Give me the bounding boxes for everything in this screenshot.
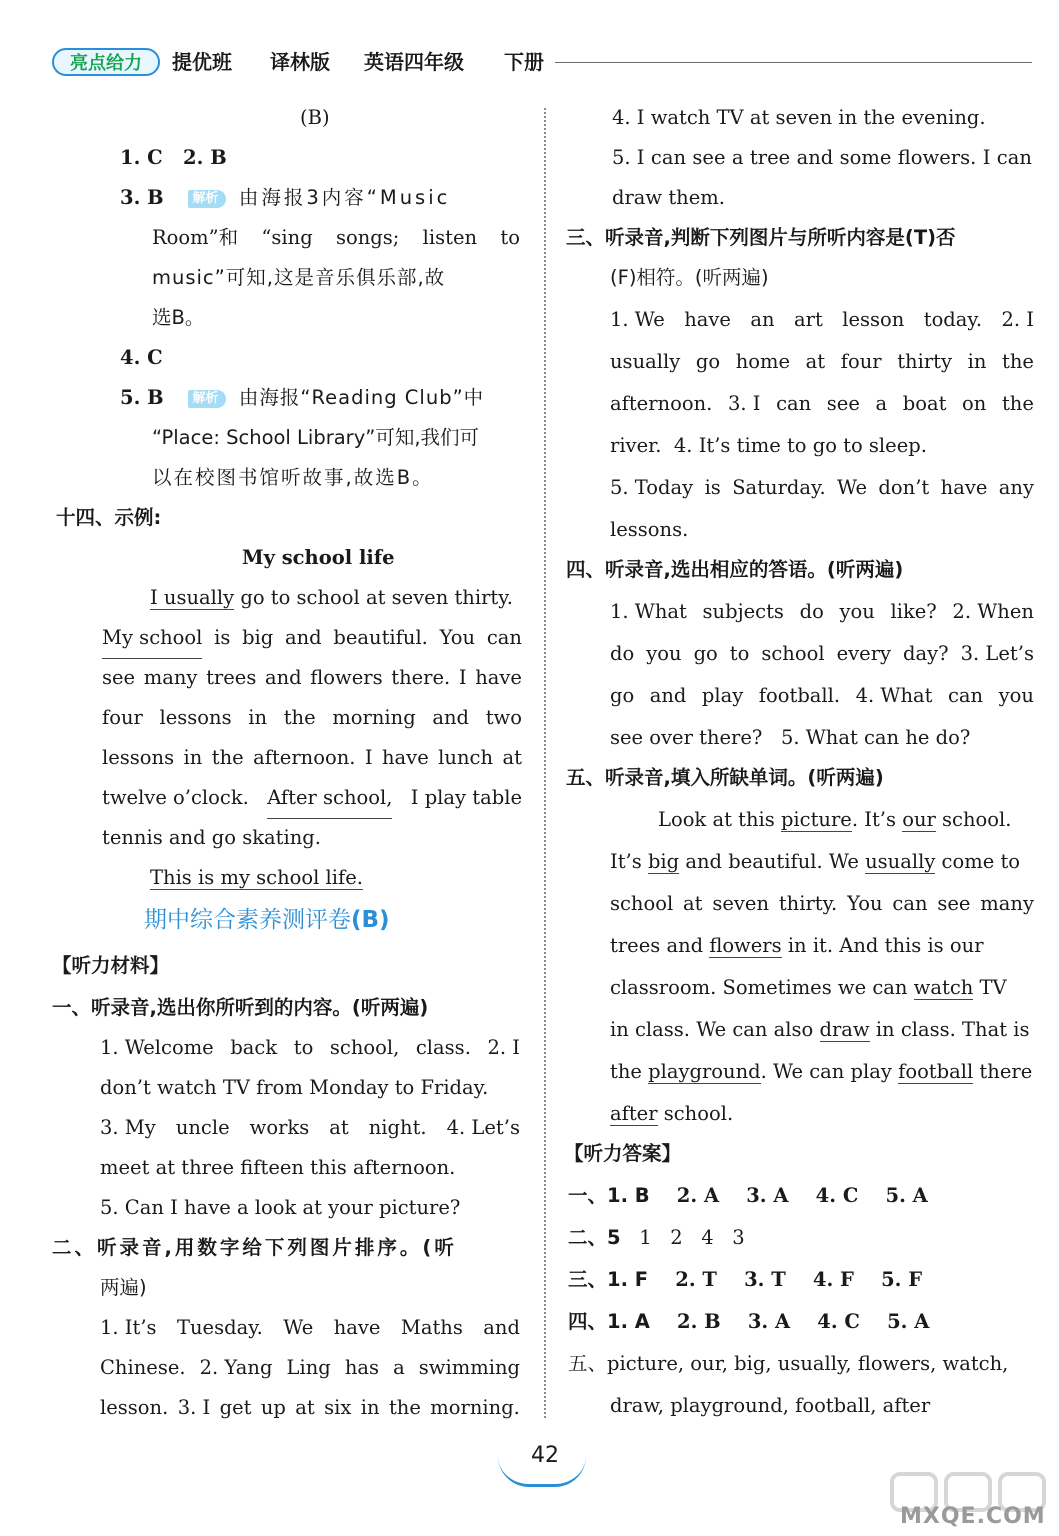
word: morning.	[430, 1396, 520, 1419]
word: in	[967, 350, 987, 373]
part-3-title-2: (F)相符。(听两遍)	[610, 266, 769, 289]
header-brand-text: 提优班	[172, 50, 232, 74]
word: in	[360, 1396, 380, 1419]
answer-key-item: 4. F	[812, 1268, 854, 1291]
word: at	[805, 350, 826, 373]
word: in	[248, 706, 268, 729]
word: 5. Today	[610, 476, 694, 499]
word: the	[1002, 350, 1034, 373]
essay-line-4	[102, 698, 522, 738]
blank-answer: football	[898, 1060, 974, 1083]
word: many	[143, 666, 198, 689]
word: and	[649, 684, 687, 707]
answer-5: 5. B	[120, 386, 164, 409]
word: tree	[749, 146, 791, 169]
blank-answer: watch	[913, 976, 974, 999]
header-subject: 英语四年级	[364, 50, 464, 74]
word: many	[980, 892, 1034, 915]
underlined-phrase: I usually	[150, 586, 235, 609]
answer-key-item: 3. T	[744, 1268, 786, 1291]
word: two	[485, 706, 522, 729]
page-header	[52, 44, 1032, 78]
word: can	[996, 146, 1032, 169]
word: can	[892, 892, 928, 915]
header-volume: 下册	[504, 50, 544, 74]
part-4-title: 四、听录音,选出相应的答语。(听两遍)	[566, 558, 904, 581]
part-1-line-1	[100, 1028, 520, 1068]
part-5-line-5	[610, 968, 1007, 1008]
part-1-line-2: don’t watch TV from Monday to Friday.	[100, 1076, 489, 1099]
word: and	[432, 706, 470, 729]
word: 2. I	[487, 1036, 520, 1059]
answer-key-item: 3. A	[747, 1310, 791, 1333]
word: is	[704, 476, 721, 499]
blank-answer: picture	[780, 808, 852, 831]
part-3-line-3	[610, 384, 1034, 424]
passage-text: the	[610, 1060, 649, 1083]
word: afternoon.	[610, 392, 713, 415]
part-5-line-8	[610, 1094, 733, 1134]
word: can	[650, 146, 687, 169]
word: go	[693, 642, 718, 665]
passage-text: Look at this	[658, 808, 781, 831]
answer-key-item: 1	[639, 1226, 652, 1249]
word: big	[242, 626, 274, 649]
passage-text: and beautiful. We	[679, 850, 866, 873]
word: at	[683, 892, 703, 915]
analysis-tag: 解析	[188, 190, 226, 208]
word: 3. Let’s	[960, 642, 1034, 665]
part-5-line-2	[610, 842, 1020, 882]
header-brand	[172, 48, 232, 76]
word: six	[324, 1396, 352, 1419]
answer-3-line-2	[152, 218, 520, 258]
word: you	[839, 600, 875, 623]
essay-line-8	[150, 858, 363, 898]
answer-key-item: 2. A	[676, 1184, 720, 1207]
word: “sing	[261, 226, 313, 249]
answer-key-item: 3. A	[746, 1184, 789, 1207]
word: You	[847, 892, 883, 915]
word: an	[750, 308, 775, 331]
passage-text: trees and	[610, 934, 710, 957]
word: the	[388, 1396, 421, 1419]
part-5-line-1	[658, 800, 1011, 840]
essay-line-2	[102, 618, 522, 659]
word: afternoon.	[253, 746, 356, 769]
answer-key-1	[568, 1176, 928, 1216]
answer-key-item: 2. B	[677, 1310, 721, 1333]
header-rule	[555, 62, 1032, 63]
word: has	[344, 1356, 380, 1379]
word: to	[293, 1036, 314, 1059]
word: school	[761, 642, 825, 665]
part-4-line-1	[610, 592, 1034, 632]
word: usually	[610, 350, 681, 373]
word: do	[799, 600, 824, 623]
answer-key-item: 5. A	[885, 1184, 928, 1207]
answer-4: 4. C	[120, 346, 163, 369]
part-3-line-2	[610, 342, 1034, 382]
midterm-title-b: (B)	[351, 907, 390, 933]
header-edition: 译林版	[270, 50, 330, 74]
essay-title: My school life	[242, 546, 395, 569]
essay-text: I play table	[410, 786, 522, 809]
part-2-line-5	[612, 138, 1032, 178]
blank-answer: after	[610, 1102, 658, 1125]
essay-text: go to school at seven thirty.	[234, 586, 513, 609]
word: night.	[368, 1116, 427, 1139]
part-5-line-7	[610, 1052, 1032, 1092]
word: have	[382, 746, 429, 769]
answer-key-5-line-2: draw, playground, football, after	[610, 1394, 931, 1417]
part-3-title: 三、听录音,判断下列图片与所听内容是(T)否	[566, 226, 956, 249]
word: get	[219, 1396, 252, 1419]
word: 4. Let’s	[446, 1116, 520, 1139]
word: you	[646, 642, 682, 665]
answer-key-item: 4. C	[817, 1310, 860, 1333]
blank-answer: draw	[819, 1018, 870, 1041]
answer-3-text-1: 由海报3内容“Music	[238, 186, 451, 209]
word: and	[264, 666, 302, 689]
word: every	[836, 642, 892, 665]
answer-key-item: 4	[701, 1226, 714, 1249]
answer-row-1-2	[120, 138, 240, 178]
word: 1. What	[610, 600, 687, 623]
passage-text: in class. We can also	[610, 1018, 820, 1041]
answer-3-line-4: 选B。	[152, 306, 205, 329]
word: today.	[923, 308, 983, 331]
word: lesson	[842, 308, 905, 331]
part-4-line-3	[610, 676, 1034, 716]
essay-line-5	[102, 738, 522, 778]
word: can	[947, 684, 984, 707]
word: Chinese.	[100, 1356, 186, 1379]
word: seven	[712, 892, 770, 915]
word: four	[102, 706, 143, 729]
answer-5-line-3: 以在校图书馆听故事,故选B。	[152, 466, 434, 489]
word: see	[692, 146, 726, 169]
part-2-line-2	[100, 1348, 520, 1388]
section-14-title: 十四、示例:	[56, 506, 162, 529]
essay-line-7: tennis and go skating.	[102, 826, 321, 849]
header-badge: 亮点给力	[52, 48, 160, 76]
part-2-line-3	[100, 1388, 520, 1428]
answer-key-item: 四、1. A	[568, 1310, 650, 1333]
word: school	[610, 892, 674, 915]
word: 2. Yang	[199, 1356, 273, 1379]
word: and	[796, 146, 834, 169]
word: Saturday.	[732, 476, 826, 499]
word: some	[839, 146, 892, 169]
answer-key-2	[568, 1218, 745, 1258]
part-1-line-5: 5. Can I have a look at your picture?	[100, 1196, 461, 1219]
answer-3: 3. B	[120, 186, 164, 209]
word: and	[285, 626, 322, 649]
word: flowers.	[897, 146, 977, 169]
word: do	[610, 642, 635, 665]
word: You	[439, 626, 476, 649]
part-1-line-4: meet at three fifteen this afternoon.	[100, 1156, 456, 1179]
word: at	[295, 1396, 315, 1419]
essay-line-1	[150, 578, 513, 618]
word: four	[840, 350, 882, 373]
word: morning	[332, 706, 416, 729]
word: 3. I	[177, 1396, 211, 1419]
word: go	[610, 684, 635, 707]
underlined-phrase: This is my school life.	[150, 866, 363, 889]
word: to	[500, 226, 520, 249]
part-3-line-1	[610, 300, 1034, 340]
word: see	[102, 666, 136, 689]
word: have	[475, 666, 522, 689]
word: We	[283, 1316, 314, 1339]
answer-5-line-1	[120, 378, 484, 418]
word: Ling	[286, 1356, 331, 1379]
word: like?	[890, 600, 937, 623]
answer-key-5-line-1: 五、picture, our, big, usually, flowers, watch,	[568, 1352, 1009, 1375]
word: have	[684, 308, 731, 331]
essay-line-3	[102, 658, 522, 698]
word: the	[1001, 392, 1034, 415]
answer-2: 2. B	[183, 146, 227, 169]
word: 1. We	[610, 308, 665, 331]
word: lunch	[438, 746, 494, 769]
page-number: 42	[531, 1443, 559, 1468]
part-4-line-4: see over there? 5. What can he do?	[610, 726, 971, 749]
part-2-line-1	[100, 1308, 520, 1348]
word: boat	[902, 392, 947, 415]
midterm-title	[144, 900, 390, 941]
listening-material-title: 【听力材料】	[52, 954, 170, 977]
part-5-line-4	[610, 926, 984, 966]
passage-text: TV	[973, 976, 1007, 999]
part-2-title: 二、听录音,用数字给下列图片排序。(听	[52, 1236, 457, 1259]
word: songs;	[335, 226, 400, 249]
answer-3-line-1	[120, 178, 520, 218]
answers-title: 【听力答案】	[564, 1142, 682, 1165]
passage-text: school.	[657, 1102, 734, 1125]
word: 3. My	[100, 1116, 156, 1139]
word: thirty.	[778, 892, 838, 915]
answer-1: 1. C	[120, 146, 163, 169]
word: to	[729, 642, 750, 665]
word: any	[998, 476, 1034, 499]
part-5-line-6	[610, 1010, 1029, 1050]
analysis-tag: 解析	[188, 390, 226, 408]
midterm-title-text: 期中综合素养测评卷	[144, 907, 351, 933]
passage-text: school.	[935, 808, 1012, 831]
answer-key-3	[568, 1260, 922, 1300]
passage-text: in it. And this is our	[781, 934, 984, 957]
word: 2. When	[952, 600, 1034, 623]
answer-key-item: 5. A	[887, 1310, 930, 1333]
word: subjects	[702, 600, 784, 623]
section-b-title: (B)	[300, 106, 330, 129]
word: see	[826, 392, 860, 415]
answer-key-item: 5. F	[881, 1268, 923, 1291]
word: day?	[903, 642, 949, 665]
word: works	[249, 1116, 310, 1139]
word: I	[364, 746, 373, 769]
watermark-text: MXQE.COM	[900, 1504, 1046, 1529]
word: can	[776, 392, 812, 415]
answer-key-item: 2	[670, 1226, 683, 1249]
answer-3-line-3: music”可知,这是音乐俱乐部,故	[152, 266, 446, 289]
word: thirty	[897, 350, 952, 373]
blank-answer: playground	[648, 1060, 761, 1083]
word: have	[940, 476, 988, 499]
word: I	[458, 666, 467, 689]
word: Maths	[400, 1316, 463, 1339]
word: go	[695, 350, 721, 373]
part-5-line-3	[610, 884, 1034, 924]
passage-text: come to	[935, 850, 1021, 873]
word: 4. What	[855, 684, 933, 707]
word: school,	[329, 1036, 400, 1059]
word: 5. I	[612, 146, 645, 169]
answer-key-item: 三、1. F	[568, 1268, 649, 1291]
passage-text: in class. That is	[869, 1018, 1030, 1041]
underlined-phrase: My school	[102, 618, 202, 659]
word: there.	[391, 666, 451, 689]
passage-text: . It’s	[851, 808, 903, 831]
passage-text: there	[973, 1060, 1033, 1083]
part-2-line-4: 4. I watch TV at seven in the evening.	[612, 106, 986, 129]
word: football.	[758, 684, 841, 707]
word: home	[735, 350, 791, 373]
word: We	[837, 476, 868, 499]
word: 2. I	[1001, 308, 1034, 331]
answer-key-item: 二、5	[568, 1226, 621, 1249]
blank-answer: usually	[865, 850, 936, 873]
part-3-line-5	[610, 468, 1034, 508]
answer-key-item: 4. C	[815, 1184, 859, 1207]
word: 3. I	[727, 392, 761, 415]
word: can	[486, 626, 522, 649]
word: 1. Welcome	[100, 1036, 214, 1059]
answer-key-item: 2. T	[675, 1268, 717, 1291]
word: uncle	[175, 1116, 230, 1139]
column-divider	[544, 108, 546, 1418]
word: trees	[206, 666, 257, 689]
passage-text: It’s	[610, 850, 648, 873]
word: Tuesday.	[176, 1316, 263, 1339]
word: the	[211, 746, 244, 769]
word: flowers	[310, 666, 383, 689]
word: Room”和	[152, 226, 239, 249]
word: play	[701, 684, 744, 707]
word: and	[483, 1316, 520, 1339]
word: I	[982, 146, 991, 169]
word: a	[731, 146, 744, 169]
answer-5-line-2: “Place: School Library”可知,我们可	[152, 426, 480, 449]
word: art	[794, 308, 823, 331]
part-3-line-6: lessons.	[610, 518, 689, 541]
blank-answer: our	[902, 808, 936, 831]
essay-line-6	[102, 778, 522, 819]
part-4-line-2	[610, 634, 1034, 674]
answer-5-text-1: 由海报“Reading Club”中	[238, 386, 485, 409]
underlined-phrase: After school,	[267, 778, 392, 819]
word: lesson.	[100, 1396, 169, 1419]
word: swimming	[418, 1356, 520, 1379]
passage-text: . We can play	[760, 1060, 899, 1083]
passage-text: classroom. Sometimes we can	[610, 976, 914, 999]
word: have	[333, 1316, 381, 1339]
part-1-title: 一、听录音,选出你所听到的内容。(听两遍)	[52, 996, 429, 1019]
word: 1. It’s	[100, 1316, 157, 1339]
word: don’t	[878, 476, 930, 499]
word: listen	[422, 226, 478, 249]
answer-key-item: 一、1. B	[568, 1184, 650, 1207]
word: lessons	[102, 746, 175, 769]
word: class.	[415, 1036, 471, 1059]
word: up	[260, 1396, 286, 1419]
word: the	[283, 706, 316, 729]
answer-key-4	[568, 1302, 929, 1342]
word: on	[962, 392, 987, 415]
part-3-line-4: river. 4. It’s time to go to sleep.	[610, 434, 927, 457]
word: lessons	[159, 706, 232, 729]
part-2-title-2: 两遍)	[100, 1276, 147, 1299]
word: in	[183, 746, 203, 769]
part-1-line-3	[100, 1108, 520, 1148]
word: back	[230, 1036, 278, 1059]
word: a	[875, 392, 888, 415]
word: you	[998, 684, 1034, 707]
word: at	[502, 746, 522, 769]
word: is	[214, 626, 231, 649]
word: a	[393, 1356, 405, 1379]
blank-answer: big	[647, 850, 680, 873]
part-5-title: 五、听录音,填入所缺单词。(听两遍)	[566, 766, 884, 789]
part-2-line-6: draw them.	[612, 186, 725, 209]
essay-text: twelve o’clock.	[102, 786, 249, 809]
word: beautiful.	[333, 626, 428, 649]
answer-key-item: 3	[732, 1226, 745, 1249]
blank-answer: flowers	[709, 934, 782, 957]
word: at	[329, 1116, 349, 1139]
word: see	[937, 892, 971, 915]
